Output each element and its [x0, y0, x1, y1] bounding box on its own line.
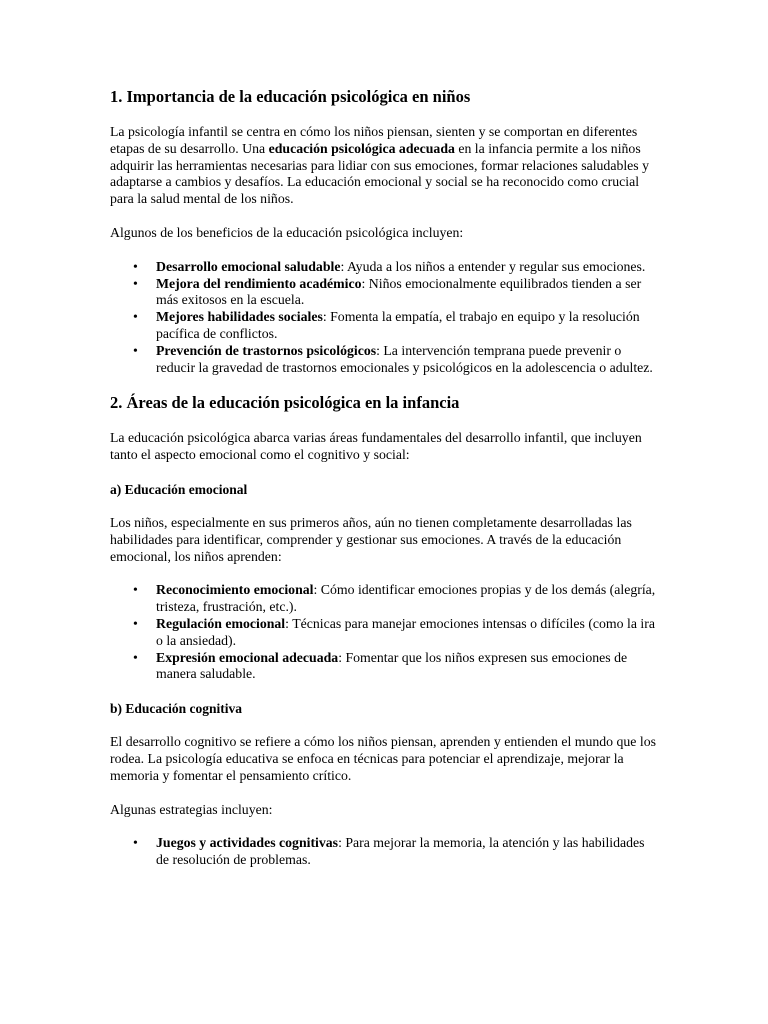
list-item — [133, 258, 658, 276]
list-item-text: : Niños emocionalmente equilibrados tienden a ser más exitosos en la escuela. — [156, 275, 642, 308]
list-item — [133, 649, 658, 684]
bullet-icon: • — [133, 649, 138, 665]
list-item — [133, 582, 658, 616]
benefits-list — [110, 259, 658, 377]
bullet-icon: • — [133, 582, 138, 598]
list-item-term: Prevención de trastornos psicológicos — [156, 342, 377, 358]
list-item — [133, 615, 658, 650]
list-item-term: Desarrollo emocional saludable — [156, 258, 341, 274]
bullet-icon: • — [133, 342, 138, 358]
list-item — [133, 275, 658, 310]
subsection-a-heading: a) Educación emocional — [110, 481, 248, 497]
bullet-icon: • — [133, 275, 138, 291]
list-item-term: Mejores habilidades sociales — [156, 309, 323, 325]
list-item-term: Expresión emocional adecuada — [156, 649, 339, 665]
paragraph-bold-text: educación psicológica adecuada — [268, 140, 455, 156]
list-item-term: Reconocimiento emocional — [156, 582, 314, 598]
bullet-icon: • — [133, 258, 138, 274]
subsection-b-paragraph-2: Algunas estrategias incluyen: — [110, 801, 273, 817]
subsection-b-paragraph-1: El desarrollo cognitivo se refiere a cómo los niños piensan, aprenden y entienden el mundo que los rodea. La psicología educativa se enfoca en técnicas para potenciar el aprendizaje, mejorar la memoria y fomentar el pensamiento crítico. — [110, 734, 656, 783]
list-item-text: : Fomenta la empatía, el trabajo en equipo y la resolución pacífica de conflictos. — [156, 309, 640, 341]
subsection-a-paragraph: Los niños, especialmente en sus primeros años, aún no tienen completamente desarrolladas las habilidades para identificar, comprender y gestionar sus emociones. A través de la educación emocional, los niños aprenden: — [110, 514, 632, 564]
list-item-text: : Técnicas para manejar emociones intensas o difíciles (como la ira o la ansiedad). — [156, 615, 655, 648]
section-1-paragraph-2: Algunos de los beneficios de la educación psicológica incluyen: — [110, 224, 464, 240]
bullet-icon: • — [133, 309, 138, 325]
paragraph-text: La psicología infantil se centra en cómo los niños piensan, sienten y se comportan en diferentes etapas de su desarrollo. Una — [110, 124, 638, 156]
list-item-text: : Ayuda a los niños a entender y regular sus emociones. — [340, 258, 646, 274]
list-item-text: : La intervención temprana puede prevenir o reducir la gravedad de trastornos emocionales y psicológicos en la adolescencia o adultez. — [156, 342, 653, 375]
subsection-b-heading: b) Educación cognitiva — [110, 701, 243, 717]
list-item — [133, 309, 658, 343]
list-item-text: : Cómo identificar emociones propias y de los demás (alegría, tristeza, frustración, etc.). — [156, 582, 656, 615]
list-item — [133, 835, 658, 869]
cognitive-strategies-list — [110, 835, 658, 869]
list-item — [133, 342, 658, 377]
emotional-education-list — [110, 582, 658, 683]
list-item-term: Juegos y actividades cognitivas — [156, 835, 339, 851]
list-item-text: : Para mejorar la memoria, la atención y las habilidades de resolución de problemas. — [156, 835, 645, 868]
bullet-icon: • — [133, 835, 138, 851]
section-1-heading: 1. Importancia de la educación psicológica en niños — [110, 87, 471, 106]
list-item-term: Mejora del rendimiento académico — [156, 275, 362, 291]
section-1-paragraph-1 — [110, 124, 658, 208]
section-2-heading: 2. Áreas de la educación psicológica en la infancia — [110, 393, 460, 413]
section-2-paragraph-1: La educación psicológica abarca varias áreas fundamentales del desarrollo infantil, que incluyen tanto el aspecto emocional como el cognitivo y social: — [110, 430, 642, 463]
bullet-icon: • — [133, 615, 138, 631]
list-item-text: : Fomentar que los niños expresen sus emociones de manera saludable. — [156, 649, 628, 682]
list-item-term: Regulación emocional — [156, 615, 286, 631]
paragraph-text: en la infancia permite a los niños adquirir las herramientas necesarias para lidiar con sus emociones, formar relaciones saludables y adaptarse a cambios y desafíos. La educación emocional y social se ha reconocido como crucial para la salud mental de los niños. — [110, 140, 650, 207]
